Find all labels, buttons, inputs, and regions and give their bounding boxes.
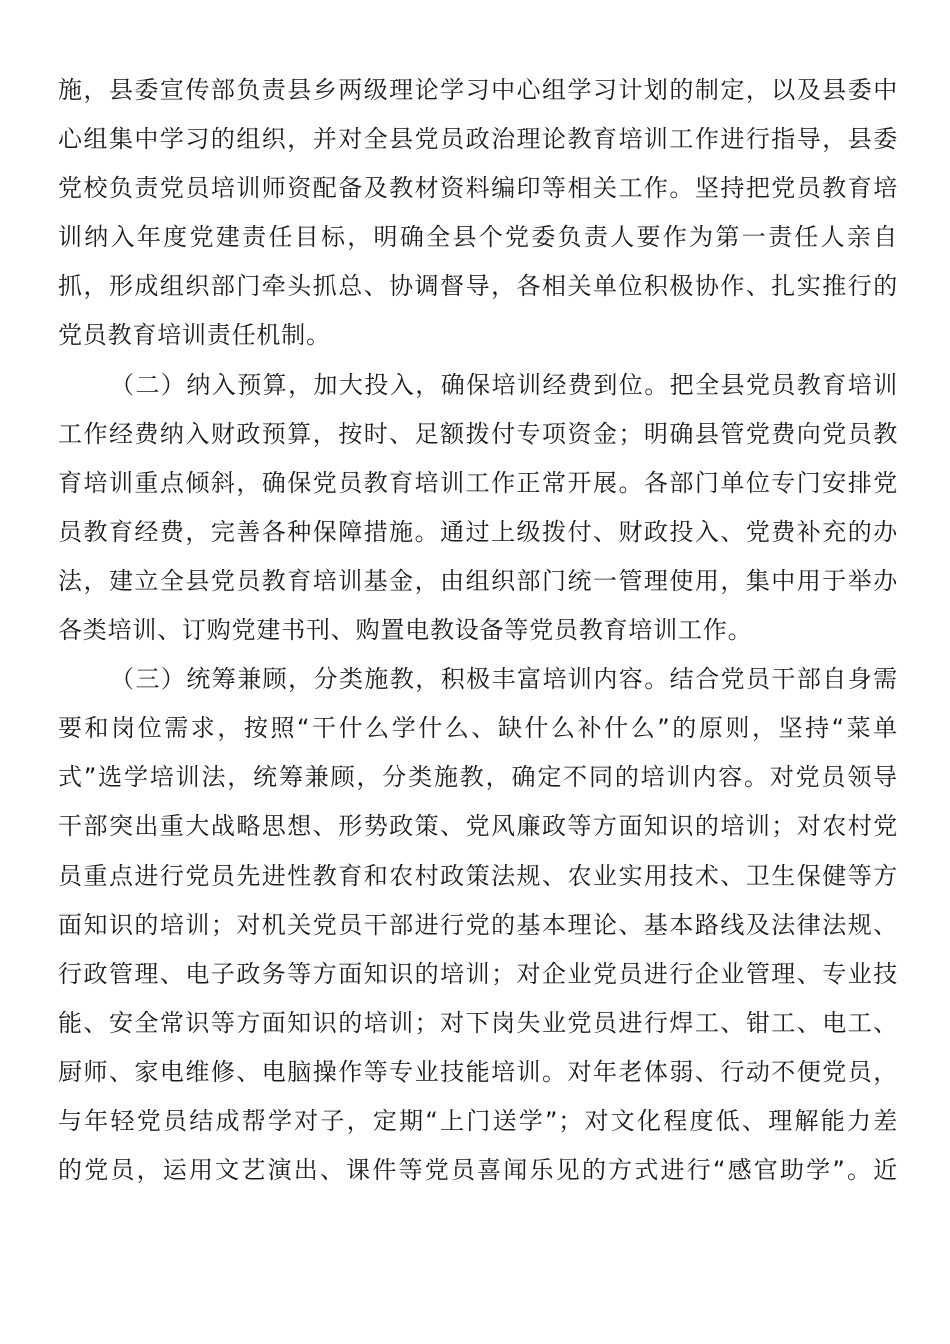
document-body bbox=[58, 66, 898, 1195]
text-line: 党校负责党员培训师资配备及教材资料编印等相关工作。坚持把党员教育培 bbox=[58, 174, 898, 203]
text-line: 要和岗位需求，按照“干什么学什么、缺什么补什么”的原则，坚持“菜单 bbox=[58, 714, 898, 743]
text-line: 员重点进行党员先进性教育和农村政策法规、农业实用技术、卫生保健等方 bbox=[58, 861, 898, 890]
section-heading-line: （三）统筹兼顾，分类施教，积极丰富培训内容。结合党员干部自身需 bbox=[110, 665, 898, 694]
text-line: 面知识的培训；对机关党员干部进行党的基本理论、基本路线及法律法规、 bbox=[58, 910, 898, 939]
text-line: 干部突出重大战略思想、形势政策、党风廉政等方面知识的培训；对农村党 bbox=[58, 812, 898, 841]
text-line: 能、安全常识等方面知识的培训；对下岗失业党员进行焊工、钳工、电工、 bbox=[58, 1008, 898, 1037]
text-line: 员教育经费，完善各种保障措施。通过上级拨付、财政投入、党费补充的办 bbox=[58, 517, 898, 546]
text-line: 法，建立全县党员教育培训基金，由组织部门统一管理使用，集中用于举办 bbox=[58, 566, 898, 595]
text-line: 厨师、家电维修、电脑操作等专业技能培训。对年老体弱、行动不便党员， bbox=[58, 1057, 898, 1086]
text-line: 施，县委宣传部负责县乡两级理论学习中心组学习计划的制定，以及县委中 bbox=[58, 76, 898, 104]
text-line: 各类培训、订购党建书刊、购置电教设备等党员教育培训工作。 bbox=[58, 616, 753, 645]
text-line: 抓，形成组织部门牵头抓总、协调督导，各相关单位积极协作、扎实推行的 bbox=[58, 272, 898, 301]
text-line: 的党员，运用文艺演出、课件等党员喜闻乐见的方式进行“感官助学”。近 bbox=[58, 1156, 898, 1185]
text-line: 党员教育培训责任机制。 bbox=[58, 321, 331, 350]
text-line: 与年轻党员结成帮学对子，定期“上门送学”；对文化程度低、理解能力差 bbox=[58, 1106, 898, 1135]
text-line: 行政管理、电子政务等方面知识的培训；对企业党员进行企业管理、专业技 bbox=[58, 959, 898, 988]
text-line: 训纳入年度党建责任目标，明确全县个党委负责人要作为第一责任人亲自 bbox=[58, 223, 898, 252]
section-heading-line: （二）纳入预算，加大投入，确保培训经费到位。把全县党员教育培训 bbox=[110, 370, 898, 399]
text-line: 工作经费纳入财政预算，按时、足额拨付专项资金；明确县管党费向党员教 bbox=[58, 419, 898, 448]
text-line: 心组集中学习的组织，并对全县党员政治理论教育培训工作进行指导，县委 bbox=[58, 125, 898, 154]
text-line: 育培训重点倾斜，确保党员教育培训工作正常开展。各部门单位专门安排党 bbox=[58, 468, 898, 497]
text-line: 式”选学培训法，统筹兼顾，分类施教，确定不同的培训内容。对党员领导 bbox=[58, 763, 898, 792]
